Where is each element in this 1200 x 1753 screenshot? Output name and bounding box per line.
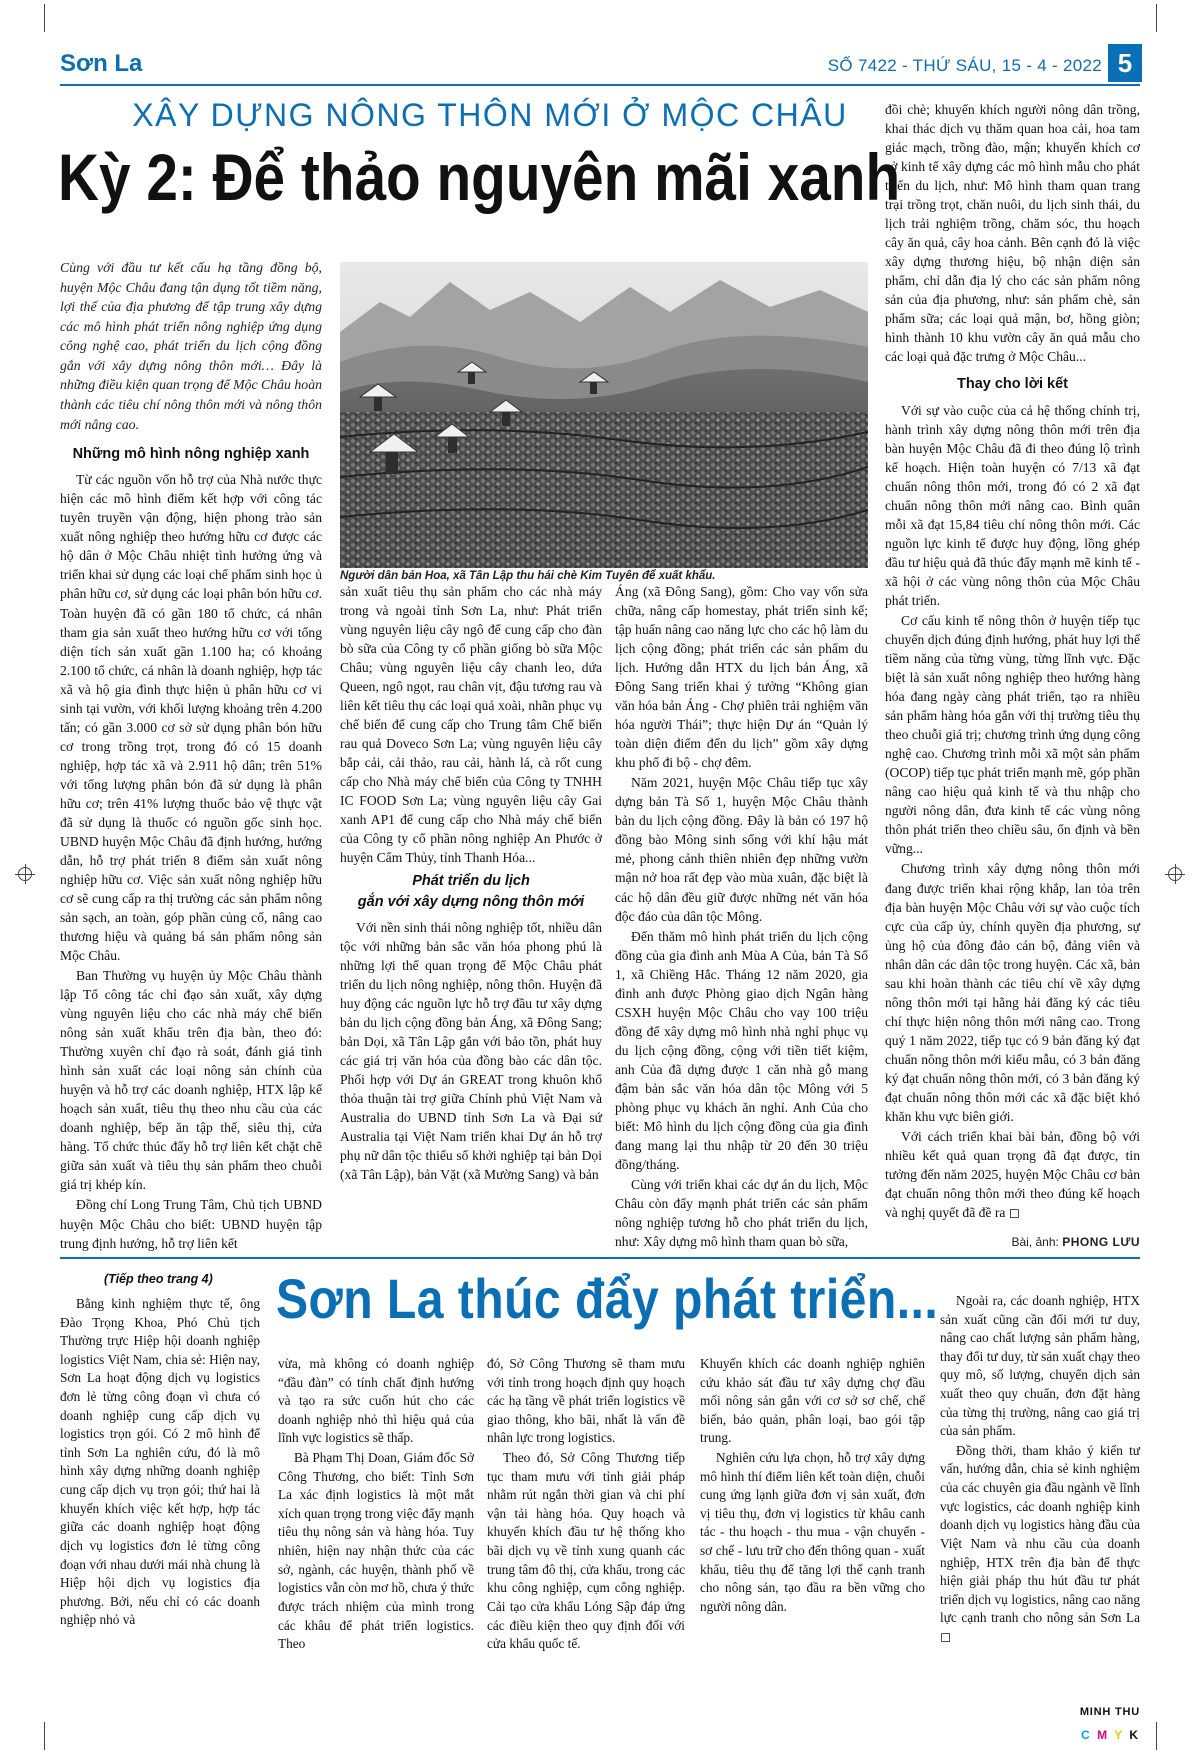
episode-label: Kỳ 2: [58,140,197,214]
paragraph: đó, Sở Công Thương sẽ tham mưu với tỉnh trong hoạch định quy hoạch các hạ tầng về phát triển logistics về giao thông, kho bãi, nhất là vấn đề nhân lực trong logistics. [487,1356,685,1446]
subheading-line-1: Phát triển du lịch [412,873,530,890]
page-number: 5 [1108,44,1142,82]
article-column-3 [615,582,868,1252]
article-b-column-2 [278,1355,474,1655]
article-b-signoff: MINH THU [1079,1706,1140,1718]
article-column-1 [60,440,322,1254]
registration-mark-left [18,867,32,881]
paragraph: Bằng kinh nghiệm thực tế, ông Đào Trọng Khoa, Phó Chủ tịch Thường trực Hiệp hội doanh nghiệp logistics Việt Nam, chia sẻ: Hiện nay, Sơn La hoạt động dịch vụ logistics đơn lẻ từng công đoạn vì chưa có doanh nghiệp cung cấp dịch vụ logistics trọn gói. Có 2 mô hình để tỉnh Sơn La nghiên cứu, đó là mô hình xây dựng những doanh nghiệp cung cấp dịch vụ trọn gói; thứ hai là khuyến khích việc kết hợp, hợp tác giữa các doanh nghiệp hoạt động dịch vụ logistics đơn lẻ từng công đoạn với nhau dưới mái nhà chung là Hiệp hội dịch vụ logistics địa phương. Bởi, nếu chỉ có các doanh nghiệp nhỏ và [60,1296,260,1628]
paragraph: Với sự vào cuộc của cả hệ thống chính trị, hành trình xây dựng nông thôn mới trên địa bàn huyện Mộc Châu đã đi theo đúng lộ trình kế hoạch. Hiện toàn huyện có 7/13 xã đạt chuẩn nông thôn mới, trong đó có 2 xã đạt chuẩn nông thôn mới nâng cao. Bình quân mỗi xã đạt 15,84 tiêu chí nông thôn mới. Các nguồn lực kinh tế được huy động, lồng ghép đầu tư hiệu quả đã thúc đẩy mạnh mẽ kinh tế - xã hội ở các vùng nông thôn của Mộc Châu phát triển. [885,402,1140,609]
article-sapo: Cùng với đầu tư kết cấu hạ tầng đồng bộ, huyện Mộc Châu đang tận dụng tốt tiềm năng, lợi thế của địa phương để tập trung xây dựng các mô hình phát triển nông nghiệp ứng dụng công nghệ cao, phát triển du lịch cộng đồng gắn với xây dựng nông thôn mới… Đây là những điều kiện quan trọng để Mộc Châu hoàn thành các tiêu chí nông thôn mới và nông thôn mới nâng cao. [60,260,322,432]
paragraph: Đồng chí Long Trung Tâm, Chủ tịch UBND huyện Mộc Châu cho biết: UBND huyện tập trung định hướng, hỗ trợ liên kết [60,1197,322,1251]
subheading-conclusion: Thay cho lời kết [956,376,1069,393]
crop-mark-bottom-left [44,1722,45,1750]
photo-caption: Người dân bản Hoa, xã Tân Lập thu hái chè Kim Tuyên để xuất khẩu. [340,570,716,582]
paragraph: Khuyến khích các doanh nghiệp nghiên cứu khảo sát đầu tư xây dựng chợ đầu mối nông sản gắn với cơ sở sơ chế, chế biến, bảo quản, phân loại, bao gói tập trung. [700,1356,925,1446]
cmyk-m: M [1097,1728,1110,1742]
article-kicker: XÂY DỰNG NÔNG THÔN MỚI Ở MỘC CHÂU [132,97,848,133]
article-b-column-5 [940,1292,1140,1648]
paragraph: vừa, mà không có doanh nghiệp “đầu đàn” có tính chất định hướng và tạo ra sức cuốn hút cho các doanh nghiệp nhỏ thì hiệu quả của lĩnh vực logistics sẽ thấp. [278,1356,474,1446]
continued-note: (Tiếp theo trang 4) [104,1272,213,1286]
paragraph: sản xuất tiêu thụ sản phẩm cho các nhà máy trong và ngoài tỉnh Sơn La, như: Phát triển vùng nguyên liệu cây ngô để cung cấp cho đàn bò sữa của Công ty cổ phần giống bò sữa Mộc Châu; vùng nguyên liệu cây chanh leo, dứa Queen, ngô ngọt, rau chân vịt, đậu tương rau và liên kết tiêu thụ các loại quả xoài, nhãn phục vụ chế biến để cung cấp cho Trung tâm Chế biến rau quả Doveco Sơn La; vùng nguyên liệu cây bắp cải, cải thảo, rau cải, hành lá, cà rốt cung cấp cho Nhà máy chế biến của Công ty TNHH IC FOOD Sơn La; vùng nguyên liệu cây Gai xanh AP1 để cung cấp cho Nhà máy chế biến của Công ty cổ phần nông nghiệp An Phước ở huyện Cẩm Thủy, tỉnh Thanh Hóa... [340,584,602,866]
paragraph: Áng (xã Đông Sang), gồm: Cho vay vốn sửa chữa, nâng cấp homestay, phát triển sinh kế; tập huấn nâng cao năng lực cho các hộ làm du lịch cộng đồng; phát triển các sản phẩm du lịch. Hướng dẫn HTX du lịch bản Áng, xã Đông Sang triển khai ý tưởng “Không gian văn hóa bản Áng - Chợ phiên trải nghiệm văn hóa người Thái”; thực hiện Dự án “Quản lý toàn diện điểm đến du lịch” gồm xây dựng khu phố đi bộ - chợ đêm. [615,584,868,771]
paragraph: Năm 2021, huyện Mộc Châu tiếp tục xây dựng bản Tà Số 1, huyện Mộc Châu thành bản du lịch cộng đồng. Đây là bản có 197 hộ đồng bào Mông sinh sống với khí hậu mát mẻ, phong cảnh thiên nhiên đẹp những vườn mận nở hoa rất đẹp vào mùa xuân, đặc biệt là các hộ dân đều giữ được những nét văn hóa độc đáo của dân tộc Mông. [615,775,868,924]
paragraph: Ban Thường vụ huyện ủy Mộc Châu thành lập Tổ công tác chỉ đạo sản xuất, xây dựng vùng nguyên liệu cho các nhà máy chế biến nông sản xuất khẩu trên địa bàn, theo đó: Thường xuyên chỉ đạo rà soát, đánh giá tình hình sản xuất các loại nông sản chính của huyện và hỗ trợ các doanh nghiệp, HTX lập kế hoạch sản xuất, tiêu thụ theo nhu cầu của các doanh nghiệp, bếp ăn tập thể, siêu thị, cửa hàng. Tổ chức thúc đẩy hỗ trợ liên kết chặt chẽ giữa sản xuất và tiêu thụ sản phẩm theo chuỗi giá trị khép kín. [60,968,322,1193]
article-title: Để thảo nguyên mãi xanh [212,140,901,214]
paragraph: Đến thăm mô hình phát triển du lịch cộng đồng của gia đình anh Mùa A Của, bản Tà Số 1, xã Chiềng Hắc. Tháng 12 năm 2020, gia đình anh được Phòng giao dịch Ngân hàng CSXH huyện Mộc Châu cho vay 100 triệu đồng để xây dựng mô hình nhà nghỉ phục vụ du lịch cộng đồng, cộng với tiền tiết kiệm, anh Của đã dựng được 1 căn nhà gỗ mang đậm bản sắc văn hóa dân tộc Mông với 5 phòng phục vụ khách ăn nghỉ. Anh Của cho biết: Mô hình du lịch cộng đồng của gia đình đang mang lại thu nhập từ 20 đến 30 triệu đồng/tháng. [615,928,868,1172]
masthead-rule [60,84,1140,86]
article-b-column-4 [700,1355,925,1618]
article-headline [58,138,901,217]
registration-mark-right [1168,867,1182,881]
paragraph: Với nền sinh thái nông nghiệp tốt, nhiều dân tộc với những bản sắc văn hóa phong phú là những lợi thế quan trọng để Mộc Châu phát triển du lịch nông nghiệp, nông thôn. Huyện đã huy động các nguồn lực hỗ trợ đầu tư xây dựng bản du lịch cộng đồng bản Áng, xã Đông Sang; bản Dọi, xã Tân Lập gắn với bảo tồn, phát huy các giá trị văn hóa của đồng bào các dân tộc. Phối hợp với Dự án GREAT trong khuôn khổ thỏa thuận tài trợ giữa Chính phủ Việt Nam và Australia do UBND tỉnh Sơn La và Đại sứ Australia tại Việt Nam triển khai Dự án hỗ trợ phụ nữ dân tộc thiểu số khởi nghiệp tại bản Dọi (xã Tân Lập), bản Vặt (xã Mường Sang) và bản [340,920,602,1183]
byline-prefix: Bài, ảnh: [1011,1235,1063,1249]
byline-author: PHONG LƯU [1062,1235,1140,1249]
paragraph: Bà Phạm Thị Doan, Giám đốc Sở Công Thương, cho biết: Tỉnh Sơn La xác định logistics là một mắt xích quan trọng trong việc đẩy mạnh tiêu thụ nông sản và hàng hóa. Tuy nhiên, hiện nay nhận thức của các sở, ngành, các huyện, thành phố về logistics vẫn còn mơ hồ, chưa ý thức được trách nhiệm của mình trong các khâu để phát triển logistics. Theo [278,1450,474,1652]
paragraph: Cơ cấu kinh tế nông thôn ở huyện tiếp tục chuyển dịch đúng định hướng, phát huy lợi thế tiềm năng của từng vùng, từng lĩnh vực. Đặc biệt là sản xuất nông nghiệp theo hướng hàng hóa đang ngày càng phát triển, tạo ra nhiều sản phẩm hàng hóa gắn với thị trường tiêu thụ theo chuỗi giá trị; chương trình ứng dụng công nghệ cao. Chương trình mỗi xã một sản phẩm (OCOP) tiếp tục phát triển mạnh mẽ, góp phần nâng cao hiệu quả kinh tế và thu nhập cho người nông dân, đưa kinh tế các vùng nông thôn phát triển theo chiều sâu, ổn định và bền vững... [885,613,1140,857]
paragraph: Cùng với triển khai các dự án du lịch, Mộc Châu còn đẩy mạnh phát triển các sản phẩm nông nghiệp tương hỗ cho phát triển du lịch, như: Xây dựng mô hình tham quan bò sữa, [615,1176,868,1250]
subheading-tourism [340,871,602,912]
paragraph: Đồng thời, tham khảo ý kiến tư vấn, hướng dẫn, chia sẻ kinh nghiệm của các chuyên gia đầu ngành về lĩnh vực logistics, các doanh nghiệp kinh doanh dịch vụ logistics hàng đầu của Việt Nam và nhu cầu của doanh nghiệp, HTX trên địa bàn để thực hiện giải pháp thu hút đầu tư phát triển dịch vụ logistics, nâng cao năng lực cạnh tranh cho nông sản Sơn La ◻ [940,1442,1140,1644]
crop-mark-top-right [1156,4,1157,32]
paragraph: Ngoài ra, các doanh nghiệp, HTX sản xuất cũng cần đổi mới tư duy, nâng cao chất lượng sản phẩm hàng, thay đổi tư duy, từ sản xuất chạy theo quy mô, số lượng, chuyển dịch sản xuất theo quy chuẩn, đơn đặt hàng của từng thị trường, nâng cao giá trị của sản phẩm. [940,1293,1140,1439]
article-b-column-3 [487,1355,685,1655]
article-b-column-1 [60,1295,260,1631]
article-column-2 [340,582,602,1186]
byline [1012,1235,1141,1249]
paragraph: Từ các nguồn vốn hỗ trợ của Nhà nước thực hiện các mô hình điểm kết hợp với công tác tuyên truyền vận động, hiện phong trào sản xuất nông nghiệp theo hướng hữu cơ được các hộ dân ở Mộc Châu nhiệt tình hưởng ứng và triển khai sử dụng các loại chế phẩm sinh học ủ phân hữu cơ, sử dụng các loại phân bón hữu cơ. Toàn huyện đã có gần 180 tổ chức, cá nhân tham gia sản xuất theo hướng hữu cơ với tổng diện tích sản xuất gần 1.100 ha; có khoảng 2.100 tổ chức, cá nhân là doanh nghiệp, hợp tác xã và hộ gia đình thực hiện ủ phân hữu cơ vi sinh tại vườn, với khối lượng khoảng trên 4.200 tấn; có gần 3.000 cơ sở sử dụng phân bón hữu cơ trong trồng trọt, trong đó có 15 doanh nghiệp, hợp tác xã và 2.911 hộ dân; trên 51% với tổng lượng phân bón đã sử dụng là phân hữu cơ; trên 41% lượng thuốc bảo vệ thực vật đã sử dụng là thuốc có nguồn gốc sinh học. UBND huyện Mộc Châu đã định hướng, hướng dẫn, hỗ trợ phát triển 8 điểm sản xuất nông nghiệp hữu cơ. Việc sản xuất nông nghiệp hữu cơ sẽ cung cấp ra thị trường các sản phẩm nông sản sạch, an toàn, góp phần củng cố, nâng cao thương hiệu và quảng bá sản phẩm nông sản Mộc Châu. [60,472,322,964]
cmyk-marks [1081,1728,1140,1742]
article-column-4 [885,100,1140,1223]
subheading-green-farming: Những mô hình nông nghiệp xanh [72,446,310,462]
section-name: Sơn La [60,50,143,77]
paragraph: Nghiên cứu lựa chọn, hỗ trợ xây dựng mô hình thí điểm liên kết toàn diện, chuỗi cung ứng lạnh giữa đơn vị sản xuất, đơn vị tiêu thụ, đơn vị logistics từ khâu canh tác - thu hoạch - thu mua - vận chuyển - sơ chế - lưu trữ cho đến thông quan - xuất khẩu, tiêu thụ để tăng lợi thế cạnh tranh cho nông sản, tạo đầu ra bền vững cho người nông dân. [700,1450,925,1614]
cmyk-c: C [1081,1728,1092,1742]
cmyk-y: Y [1114,1728,1124,1742]
cmyk-k: K [1129,1728,1140,1742]
photo-illustration [340,262,868,568]
subheading-line-2: gắn với xây dựng nông thôn mới [357,893,585,910]
tea-harvest-photo [340,262,868,568]
article-b-title: Sơn La thúc đẩy phát triển... [276,1267,939,1330]
paragraph: Theo đó, Sở Công Thương tiếp tục tham mưu với tỉnh giải pháp nhằm rút ngắn thời gian và chi phí vận tải hàng hóa. Quy hoạch và khuyến khích đầu tư hệ thống kho bãi dịch vụ về tỉnh xung quanh các trung tâm đô thị, cửa khẩu, trong các khu công nghiệp, cụm công nghiệp. Cải tạo cửa khẩu Lóng Sập đáp ứng các điều kiện theo quy định đối với cửa khẩu quốc tế. [487,1450,685,1652]
paragraph: Chương trình xây dựng nông thôn mới đang được triển khai rộng khắp, lan tỏa trên địa bàn huyện Mộc Châu với sự vào cuộc tích cực của cấp ủy, chính quyền địa phương, sự ủng hộ của đông đảo cán bộ, đảng viên và nhân dân các dân tộc trong huyện. Các xã, bản sau khi hoàn thành các tiêu chí về xây dựng nông thôn mới tại hằng hải đăng ký các tiêu chí thực hiện nông thôn mới nâng cao. Trong quý 1 năm 2022, tiếp tục có 9 bản đăng ký đạt chuẩn nông thôn mới kiểu mẫu, có 3 bản đăng ký đạt chuẩn nông thôn mới, có 3 bản đăng ký đạt chuẩn nông thôn mới các xã đặc biệt khó khăn khu vực biên giới. [885,861,1140,1124]
paragraph: Với cách triển khai bài bản, đồng bộ với nhiều kết quả quan trọng đã đạt được, tin tưởng đến năm 2025, huyện Mộc Châu cơ bản đạt chuẩn nông thôn mới theo đúng kế hoạch và nghị quyết đã đề ra ◻ [885,1128,1140,1221]
paragraph: đồi chè; khuyến khích người nông dân trồng, khai thác dịch vụ thăm quan hoa cải, hoa tam giác mạch, trồng đào, mận; khuyến khích cơ sở kinh tế xây dựng các mô hình mẫu cho phát triển du lịch, như: Mô hình tham quan trang trại trồng trọt, chăn nuôi, du lịch sinh thái, du lịch trải nghiệm trồng, chăm sóc, thu hoạch cây ăn quả, cây hoa cảnh. Bên cạnh đó là việc xây dựng thương hiệu, bộ nhận diện sản phẩm, chỉ dẫn địa lý cho các sản phẩm nông sản của địa phương, như: sản phẩm chè, sản phẩm sữa; các loại quả mận, bơ, hồng giòn; hình thành 10 khu vườn cây ăn quả mẫu cho các loại quả đặc trưng ở Mộc Châu... [885,102,1140,365]
crop-mark-top-left [44,4,45,32]
article-divider [60,1257,1140,1259]
crop-mark-bottom-right [1156,1722,1157,1750]
issue-date: SỐ 7422 - THỨ SÁU, 15 - 4 - 2022 [827,56,1102,75]
